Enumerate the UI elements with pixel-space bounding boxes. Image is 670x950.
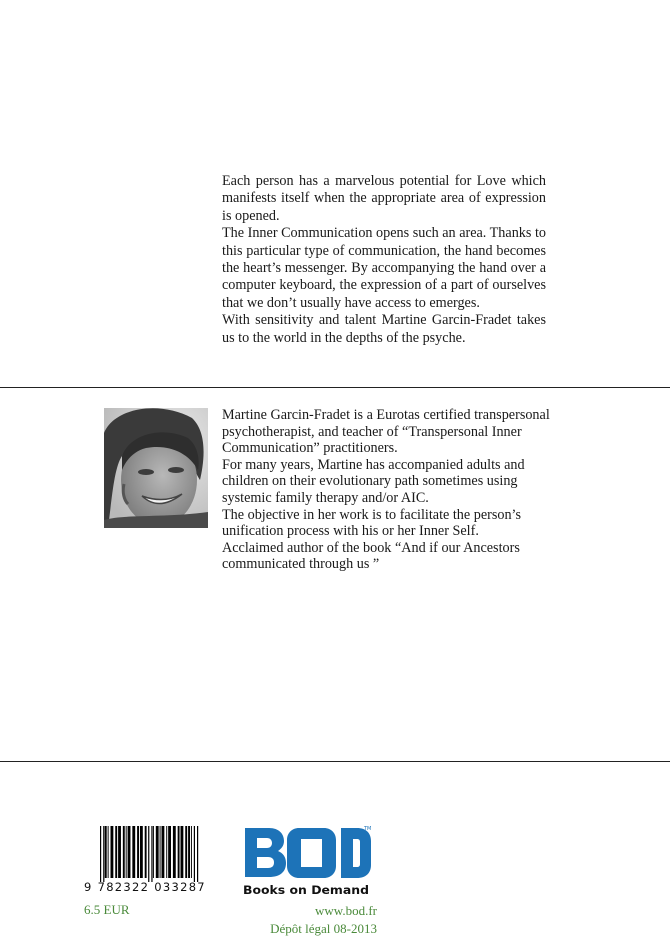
- back-cover-blurb: [222, 173, 546, 347]
- blurb-paragraph: With sensitivity and talent Martine Garcin-Fradet takes us to the world in the depths of the psyche.: [222, 312, 546, 346]
- barcode-bar: [173, 826, 176, 878]
- barcode-bar: [153, 826, 154, 878]
- barcode-bar: [115, 826, 117, 878]
- barcode-bar: [148, 826, 149, 882]
- author-bio: [222, 407, 552, 573]
- barcode-bar: [181, 826, 184, 878]
- barcode-bar: [191, 826, 192, 878]
- legal-deposit: Dépôt légal 08-2013: [270, 921, 377, 936]
- barcode-bar: [178, 826, 180, 878]
- price: 6.5 EUR: [84, 902, 130, 917]
- barcode-bar: [194, 826, 195, 882]
- author-photo: [104, 408, 208, 528]
- barcode-bar: [156, 826, 159, 878]
- barcode-bar: [185, 826, 187, 878]
- barcode-bar: [105, 826, 107, 878]
- barcode-bar: [100, 826, 101, 882]
- barcode-bar: [145, 826, 147, 878]
- top-divider: [0, 387, 670, 388]
- barcode-bar: [188, 826, 190, 878]
- barcode-bar: [132, 826, 135, 878]
- bio-paragraph: For many years, Martine has accompanied adults and children on their evolutionary path sometimes using systemic family therapy and/or AIC.: [222, 456, 525, 506]
- barcode-bar: [166, 826, 167, 878]
- barcode-bar: [128, 826, 131, 878]
- bio-paragraph: Martine Garcin-Fradet is a Eurotas certified transpersonal psychotherapist, and teacher of “Transpersonal Inner Communication” practitioners.: [222, 407, 550, 457]
- barcode-bar: [168, 826, 171, 878]
- isbn-number: 9 782322 033287: [84, 880, 206, 894]
- barcode-bar: [123, 826, 125, 878]
- barcode-bar: [151, 826, 152, 882]
- barcode-bar: [197, 826, 198, 882]
- barcode-bar: [103, 826, 104, 882]
- publisher-info: [250, 902, 377, 938]
- bio-paragraph: The objective in her work is to facilitate the person’s unification process with his or her Inner Self.: [222, 506, 522, 540]
- bottom-divider: [0, 761, 670, 762]
- bod-logo: [243, 824, 373, 896]
- trademark-mark: TM: [364, 826, 372, 832]
- barcode-bar: [108, 826, 109, 878]
- barcode-bar: [137, 826, 139, 878]
- blurb-paragraph: Each person has a marvelous potential for Love which manifests itself when the appropriate area of expression is opened.: [222, 173, 546, 224]
- barcode-bar: [160, 826, 161, 878]
- barcode-bar: [162, 826, 165, 878]
- barcode-bar: [118, 826, 121, 878]
- barcode-bar: [111, 826, 114, 878]
- publisher-tagline: Books on Demand: [243, 883, 369, 896]
- bio-paragraph: Acclaimed author of the book “And if our Ancestors communicated through us ”: [222, 539, 520, 573]
- barcode-bar: [140, 826, 143, 878]
- barcode-bar: [126, 826, 127, 878]
- blurb-paragraph: The Inner Communication opens such an area. Thanks to this particular type of communication, the hand becomes the heart’s messenger. By accompanying the hand over a computer keyboard, the expression of a part of ourselves that we don’t usually have access to emerges.: [222, 225, 546, 311]
- publisher-website[interactable]: www.bod.fr: [315, 903, 377, 918]
